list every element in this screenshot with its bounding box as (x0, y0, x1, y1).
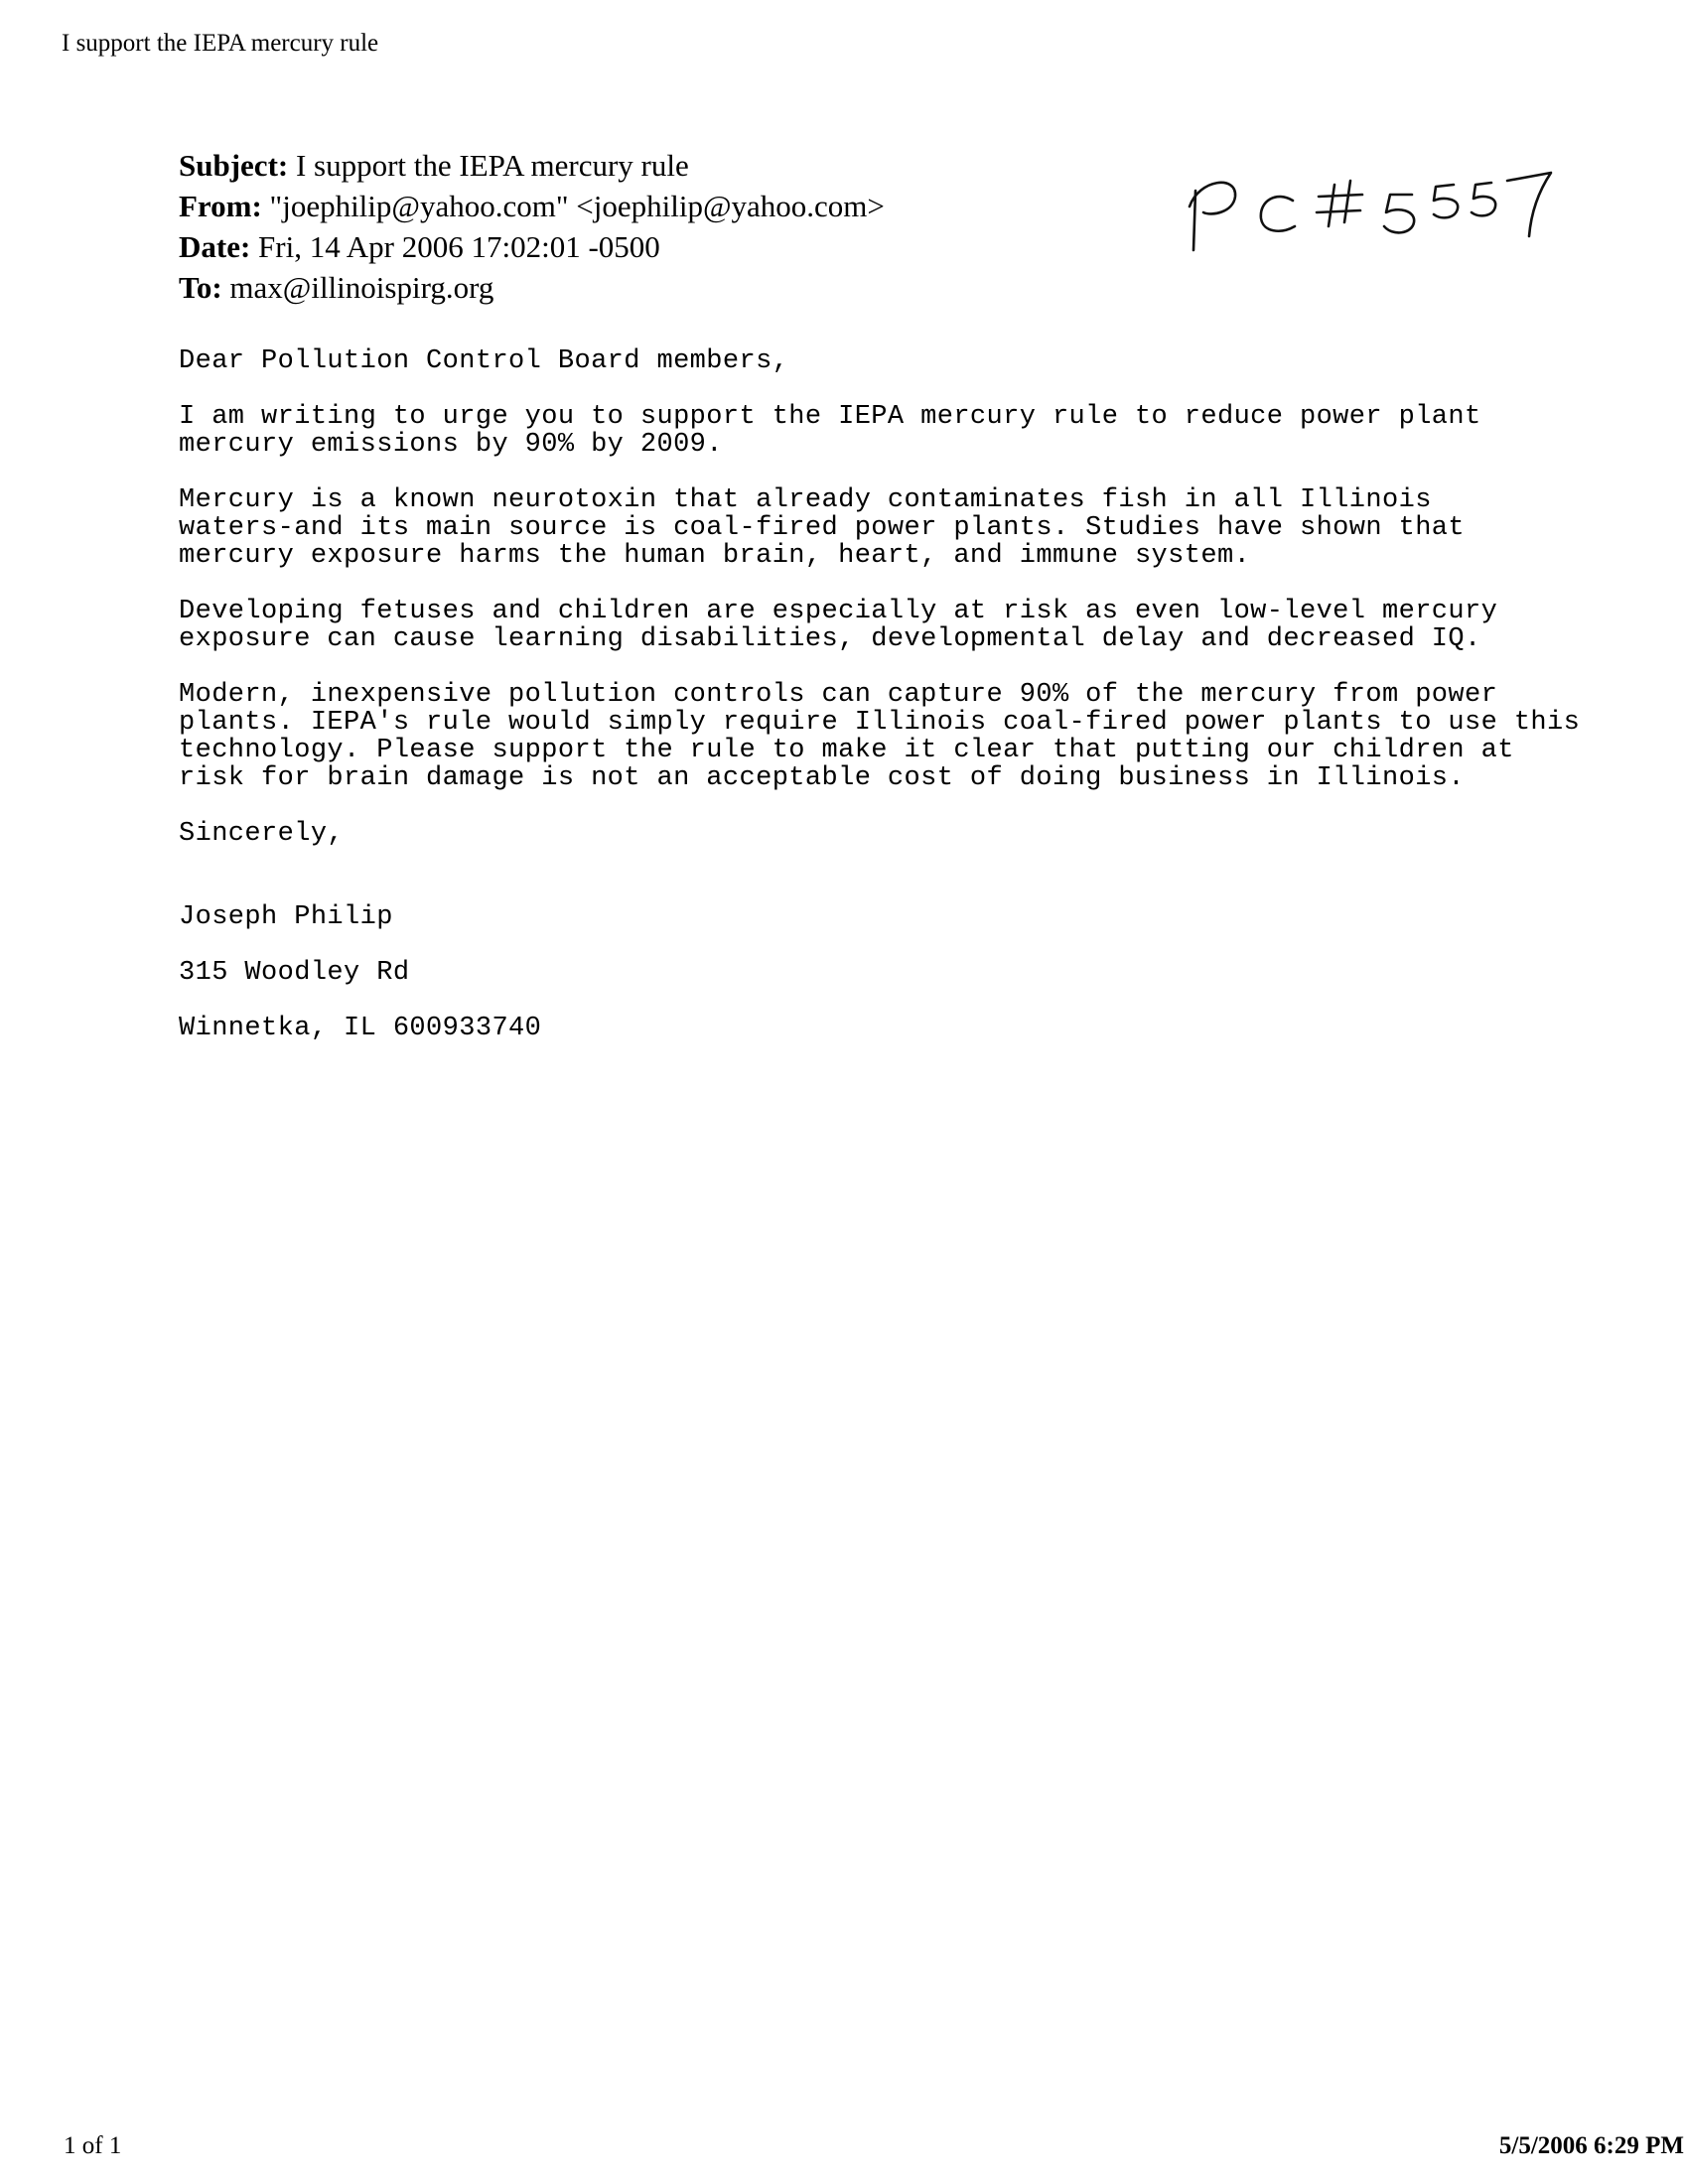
email-body (179, 347, 1609, 1070)
signature-address-line1: 315 Woodley Rd (179, 958, 410, 988)
date-row (179, 226, 885, 267)
from-row (179, 186, 885, 226)
signature-block (179, 876, 1609, 1070)
body-paragraph-3: Developing fetuses and children are especially at risk as even low-level mercury exposure can cause learning disabilities, developmental delay and decreased IQ. (179, 597, 1498, 654)
page-header-title: I support the IEPA mercury rule (62, 30, 379, 57)
from-value: "joephilip@yahoo.com" <joephilip@yahoo.com> (261, 189, 885, 223)
from-label: From: (179, 189, 262, 223)
page-indicator: 1 of 1 (64, 2132, 122, 2159)
email-headers (179, 145, 885, 308)
date-value: Fri, 14 Apr 2006 17:02:01 -0500 (250, 229, 660, 264)
subject-value: I support the IEPA mercury rule (288, 148, 689, 183)
body-paragraph-4: Modern, inexpensive pollution controls can capture 90% of the mercury from power plants. IEPA's rule would simply require Illinois coal-fired power plants to use this technology. Please support the rule to make it clear that putting our children at risk for brain damage is not an acceptable cost of doing business in Illinois. (179, 680, 1581, 793)
body-paragraph-2: Mercury is a known neurotoxin that already contaminates fish in all Illinois waters-and its main source is coal-fired power plants. Studies have shown that mercury exposure harms the human brain, heart, and immune system. (179, 485, 1466, 571)
subject-row (179, 145, 885, 186)
to-value: max@illinoispirg.org (221, 270, 494, 305)
printed-timestamp: 5/5/2006 6:29 PM (1498, 2132, 1684, 2159)
to-row (179, 267, 885, 308)
greeting: Dear Pollution Control Board members, (179, 346, 789, 376)
to-label: To: (179, 270, 222, 305)
subject-label: Subject: (179, 148, 289, 183)
body-paragraph-1: I am writing to urge you to support the IEPA mercury rule to reduce power plant mercury emissions by 90% by 2009. (179, 402, 1481, 460)
closing: Sincerely, (179, 819, 345, 849)
signature-name: Joseph Philip (179, 902, 393, 932)
date-label: Date: (179, 229, 251, 264)
handwritten-stamp-drawing (1182, 161, 1579, 260)
handwritten-stamp (1182, 161, 1579, 260)
signature-address-line2: Winnetka, IL 600933740 (179, 1014, 542, 1043)
